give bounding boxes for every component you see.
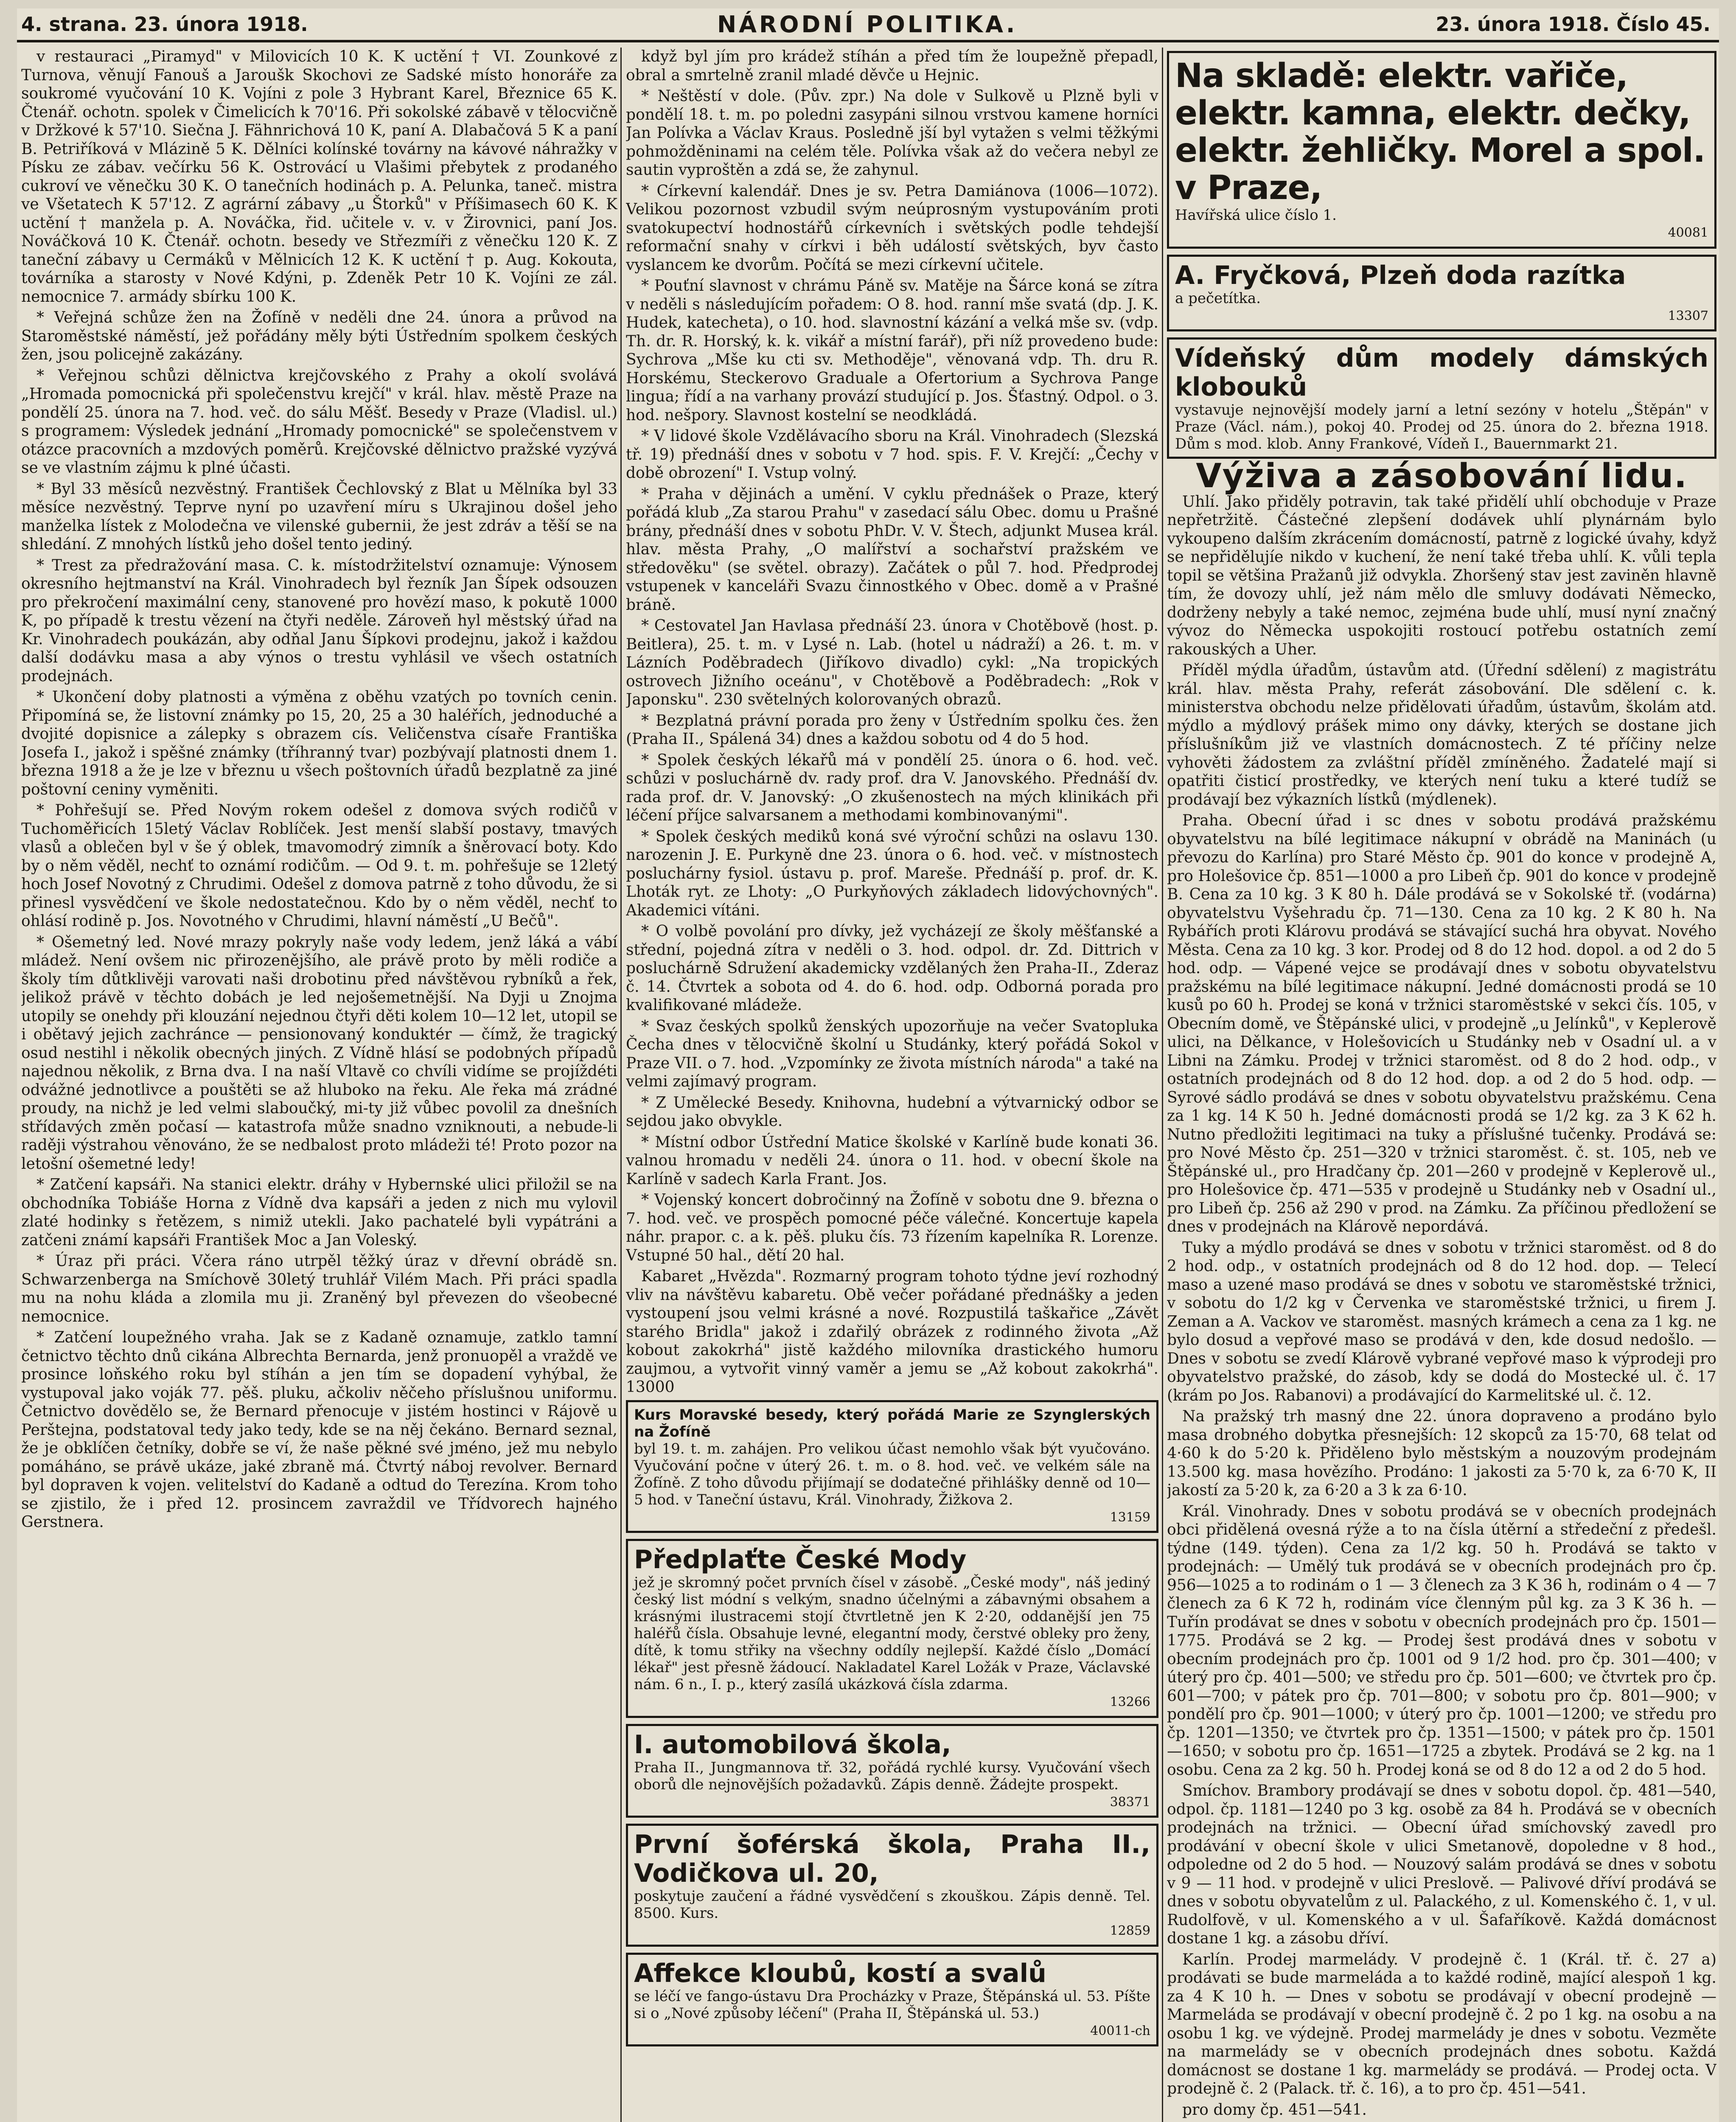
article-paragraph: Karlín. Prodej marmelády. V prodejně č. 1 (Král. tř. č. 27 a) prodávati se bude marmeláda a to každé rodině, mající alespoň 1 kg. za 4 K 10 h. — Dnes v sobotu se prodávají v obecní prodejně — Marmeláda se prodávají v obecní prodejně č. 2 po 1 kg. na osobu a na osobu 1 kg. ve výdejně. Prodej marmelády je dnes v sobotu. Vezměte na marmelády se v obecních prodejnách dnes sobotu. Každá domácnost se dostane 1 kg. marmelády se prodává. — Prodej octa. V prodejně č. 2 (Palack. tř. č. 16), a to pro čp. 451—541.: [1167, 1951, 1716, 2097]
ad-text: Praha II., Jungmannova tř. 32, pořádá rychlé kursy. Vyučování všech oborů dle nejnovějších požadavků. Zápis denně. Žádejte prospekt.: [634, 1759, 1150, 1793]
article-paragraph: * Svaz českých spolků ženských upozorňuje na večer Svatopluka Čecha dnes v tělocvičně školní u Studánky, který pořádá Sokol v Praze VII. o 7. hod. „Vzpomínky ze života místních národa" a také na velmi zajímavý program.: [626, 1017, 1158, 1090]
article-paragraph: * V lidové škole Vzdělávacího sboru na Král. Vinohradech (Slezská tř. 19) přednáší dnes v sobotu v 7 hod. spis. F. V. Krejčí: „Čechy v době obrození" I. Vstup volný.: [626, 427, 1158, 482]
article-paragraph: * Trest za předražování masa. C. k. místodržitelství oznamuje: Výnosem okresního hejtmanství na Král. Vinohradech byl řezník Jan Šípek odsouzen pro překročení maximální ceny, stanovené pro hovězí maso, k pokutě 1000 K, po případě k trestu vězení na čtyři neděle. Zároveň hyl městský úřad na Kr. Vinohradech poukázán, aby odňal Janu Šípkovi prodejnu, jakož i každou další dodávku masa a aby výnos o trestu vyhlásil ve všech ostatních prodejnách.: [21, 556, 617, 685]
column-rule: [1162, 48, 1163, 2122]
article-paragraph: * Církevní kalendář. Dnes je sv. Petra Damiánova (1006—1072). Velikou pozornost vzbudil svým neúprosným vystupováním proti svatokupectví hodnostářů církevních i světských podle tehdejší reformační snahy v církvi i běh událostí světských, byv často vyslancem ke dvorům. Počítá se mezi církevní učitele.: [626, 182, 1158, 274]
advertisement: [1167, 51, 1716, 249]
article-paragraph: * Ošemetný led. Nové mrazy pokryly naše vody ledem, jenž láká a vábí mládež. Není ovšem nic přirozenějšího, ale právě proto by měli rodiče a školy tím důtklivěji varovati naši drobotinu před návštěvou rybníků a řek, jelikož právě v těchto dobách je led nejošemetnější. Na Dyji u Znojma utopily se onehdy při klouzání nejednou čtyři děti kolem 10—12 let, utopil se i obětavý jejich zachránce — pensionovaný konduktér — čímž, že tragický osud nestihl i několik obecných jiných. Z Vídně hlásí se podobných případů najednou několik, z Brna dva. I na naší Vltavě co chvíli vidíme se projíždéti odvážné jednotlivce a pouštěti se až hluboko na řeku. Ale řeka má zrádné proudy, na nichž je led velmi slaboučký, mi-ty již vůbec povolil za dnešních střídavých změn počasí — katastrofa může snadno vzniknouti, a nebude-li raději výstrahou věnováno, že se nedbalost proto mládeži té! Proto pozor na letošní ošemetné ledy!: [21, 933, 617, 1173]
article-paragraph: * Cestovatel Jan Havlasa přednáší 23. února v Chotěbově (host. p. Beitlera), 25. t. m. v Lysé n. Lab. (hotel u nádraží) a 26. t. m. v Lázních Poděbradech (Jiříkovo divadlo) cykl: „Na tropických ostrovech Jižního oceánu", v Chotěbově a Poděbradech: „Rok v Japonsku". 230 světelných kolorovaných obrazů.: [626, 617, 1158, 708]
ad-number: 13307: [1668, 308, 1708, 323]
article-paragraph: * Vojenský koncert dobročinný na Žofíně v sobotu dne 9. března o 7. hod. več. ve prospěch pomocné péče válečné. Koncertuje kapela náhr. prapor. c. a k. pěš. pluku čís. 73 řízením kapelníka R. Lorenze. Vstupné 50 hal., dětí 20 hal.: [626, 1191, 1158, 1264]
ad-text: se léčí ve fango-ústavu Dra Procházky v Praze, Štěpánská ul. 53. Píšte si o „Nové způsoby léčení" (Praha II, Štěpánská ul. 53.): [634, 1987, 1150, 2022]
column-rule: [620, 48, 622, 2122]
newspaper-page: [17, 8, 1719, 2122]
article-paragraph: Smíchov. Brambory prodávají se dnes v sobotu dopol. čp. 481—540, odpol. čp. 1181—1240 po 3 kg. osobě za 84 h. Prodává se v obecních prodejnách na tržnici. — Obecní úřad smíchovský zavedl pro prodávání v obecní škole v ulici Smetanově, dopoledne v 8 hod., odpoledne od 2 do 5 hod. — Nouzový salám prodává se dnes v sobotu v 9 — 11 hod. v prodejně v ulici Preslově. — Palivové dříví prodává se dnes v sobotu obyvatelům z ul. Palackého, z ul. Komenského č. 1, v ul. Rudolfově, v ul. Komenského a v ul. Šafaříkově. Každá domácnost dostane 1 kg. a zásobu dříví.: [1167, 1782, 1716, 1947]
ad-text: jež je skromný počet prvních čísel v zásobě. „České mody", náš jediný český list módní s velkým, snadno účelnými a zábavnými obsahem a krásnými ilustracemi stojí čtvrtletně jen K 2·20, oddanější jen 75 haléřů čísla. Obsahuje levné, elegantní mody, čerstvé obleky pro ženy, dítě, k tomu střiky na všechny oddíly nejlepší. Každé číslo „Domácí lékař" jest přesně žádoucí. Nakladatel Karel Ložák v Praze, Václavské nám. 6 n., I. p., který zasílá ukázková čísla zdarma.: [634, 1574, 1150, 1693]
advertisement: [626, 1539, 1158, 1718]
article-paragraph: * Neštěstí v dole. (Pův. zpr.) Na dole v Sulkově u Plzně byli v pondělí 18. t. m. po poledni zasypáni silnou vrstvou kamene horníci Jan Polívka a Václav Kraus. Posledně jší byl vytažen s velmi těžkými pohmožděninami na celém těle. Polívka však až do večera nebyl ze sautin vyproštěn a zdá se, že zahynul.: [626, 87, 1158, 179]
ad-title: Affekce kloubů, kostí a svalů: [634, 1958, 1046, 1988]
article-paragraph: * Bezplatná právní porada pro ženy v Ústředním spolku čes. žen (Praha II., Spálená 34) dnes a každou sobotu od 4 do 5 hod.: [626, 712, 1158, 748]
header-date-left: 4. strana. 23. února 1918.: [21, 13, 308, 36]
article-paragraph: * Zatčení loupežného vraha. Jak se z Kadaně oznamuje, zatklo tamní četnictvo těchto dnů cikána Albrechta Bernarda, jenž pronuopěl a vraždě ve prosince loňského roku byl stíhán a jen tím se dopadení vyhýbal, že vystupoval jako voják 77. pěš. pluku, ačkoliv něčeho příslušnou uniformu. Četnictvo dovědělo se, že Bernard přenocuje v jistém hostinci v Rájově u Perštejna, podstatoval tedy jako tedy, kde se na něj čekáno. Bernard seznal, že je obklíčen četníky, dobře se ví, že naše pěkné své jméno, jež mu nebylo pomáháno, se právě ukáze, jaké zbraně má. Čtvrtý náboj revolver. Bernard byl dopraven k vojen. velitelství do Kadaně a odtud do Terezína. Krom toho se zjistilo, že i před 12. prosincem zavraždil ve Třídvorech hajného Gerstnera.: [21, 1329, 617, 1531]
ad-title: Na skladě: elektr. vařiče, elektr. kamna, elektr. dečky, elektr. žehličky. Morel a spol. v Praze,: [1175, 57, 1705, 207]
column-2: [626, 48, 1158, 2122]
article-paragraph: Příděl mýdla úřadům, ústavům atd. (Úřední sdělení) z magistrátu král. hlav. města Prahy, referát zásobování. Dle sdělení c. k. ministerstva obchodu nelze přidělovati úřadům, ústavům, školám atd. mýdlo a mýdlový prášek mimo ony dávky, kterých se dostane jich příslušníkům již ve vlastních domácnostech. Z té příčiny nelze vyhověti žádostem za zvláštní příděl zmíněného. Žadatelé mají si opatřiti čisticí prostředky, ve kterých není tuku a které tudíž se prodávají bez výkazních lístků (mýdlenek).: [1167, 662, 1716, 808]
ad-text: Havířská ulice číslo 1.: [1175, 207, 1337, 224]
ad-text: byl 19. t. m. zahájen. Pro velikou účast nemohlo však být vyučováno. Vyučování počne v úterý 26. t. m. o 8. hod. več. ve velkém sále na Žofíně. Z toho důvodu přijímají se dodatečné přihlášky denně od 10—5 hod. v Taneční ústavu, Král. Vinohrady, Žižkova 2.: [634, 1440, 1150, 1508]
ad-title: První šoférská škola, Praha II., Vodičkova ul. 20,: [634, 1830, 1150, 1888]
article-paragraph: * Pouťní slavnost v chrámu Páně sv. Matěje na Šárce koná se zítra v neděli s následujícím pořadem: O 8. hod. ranní mše svatá (dp. J. K. Hudek, katecheta), o 10. hod. slavnostní kázání a velká mše sv. (vdp. Th. dr. R. Horský, k. k. vikář a místní farář), při níž provedeno bude: Sychrova „Mše ku cti sv. Methoděje", věnovaná vdp. Th. dru R. Horskému, Steckerovo Graduale a Ofertorium a Sychrova Pange lingua; řídí a na varhany provází studující p. Jos. Šťastný. Odpol. o 3. hod. nešpory. Slavnost kostelní se neodkládá.: [626, 277, 1158, 424]
ad-title: Kurs Moravské besedy, který pořádá Marie ze Szynglerských na Žofíně: [634, 1406, 1150, 1440]
article-paragraph: * Spolek českých lékařů má v pondělí 25. února o 6. hod. več. schůzi v posluchárně dv. rady prof. dra V. Janovského. Přednáší dv. rada prof. dr. V. Janovský: „O zkušenostech na mých klinikách při léčení příjce salvarsanem a methodami kombinovanými".: [626, 751, 1158, 824]
article-paragraph: Tuky a mýdlo prodává se dnes v sobotu v tržnici staroměst. od 8 do 2 hod. odp., v ostatních prodejnách od 8 do 12 hod. dop. — Telecí maso a uzené maso prodává se dnes v sobotu ve staroměstské tržnici, v sobotu do 1/2 kg v Červenka ve staroměstské tržnici, u firem J. Zeman a A. Vackov ve staroměst. masných krámech a cena za 1 kg. ne bylo dosud a vepřové maso se prodává v den, kde dosud nedošlo. — Dnes v sobotu se zvedí Klárově vybrané vepřové maso k výprodeji pro obyvatelstvo pražské, do zásob, kdy se dodá do Mostecké ul. č. 17 (krám po Jos. Rabanovi) a prodávající do Karmelitské ul. č. 12.: [1167, 1239, 1716, 1404]
page-header: [17, 8, 1719, 42]
article-paragraph: * Pohřešují se. Před Novým rokem odešel z domova svých rodičů v Tuchoměřicích 15letý Václav Roblíček. Jest menší slabší postavy, tmavých vlasů a oblečen byl v še ý oblek, tmavomodrý zimník a šněrovací boty. Kdo by o něm věděl, nechť to oznámí rodičům. — Od 9. t. m. pohřešuje se 12letý hoch Josef Novotný z Chrudimi. Odešel z domova patrně z toho důvodu, že si přinesl vysvědčení ve škole nedostatečnou. Kdo by o něm věděl, nechť to ohlásí rodině p. Jos. Novotného v Chrudimi, hlavní náměstí „U Bečů".: [21, 802, 617, 930]
article-paragraph: pro domy čp. 451—541.: [1182, 2101, 1367, 2119]
ad-number: 13266: [1110, 1695, 1150, 1709]
article-paragraph: * Z Umělecké Besedy. Knihovna, hudební a výtvarnický odbor se sejdou jako obvykle.: [626, 1094, 1158, 1130]
article-paragraph: Král. Vinohrady. Dnes v sobotu prodává se v obecních prodejnách obci přidělená ovesná rýže a to na čísla útěrní a středeční z předešl. týdne (149. týden). Cena za 1/2 kg. 50 h. Prodává se takto v prodejnách: — Umělý tuk prodává se v obecních prodejnách pro čp. 956—1025 a to rodinám o 1 — 3 členech za 3 K 36 h, rodinám o 4 — 7 členech za 6 K 72 h, rodinám více členným půl kg. za 3 K 36 h. — Tuřín prodávat se dnes v sobotu v obecních prodejnách pro čp. 1501—1775. Prodává se 2 kg. — Prodej šest prodává dnes v sobotu v obecním prodejnách pro čp. 1001 od 9 1/2 hod. pro čp. 301—400; v úterý pro čp. 401—500; ve středu pro čp. 501—600; ve čtvrtek pro čp. 601—700; v pátek pro čp. 701—800; v sobotu pro čp. 801—900; v pondělí pro čp. 901—1000; v úterý pro čp. 1001—1200; ve středu pro čp. 1201—1350; ve čtvrtek pro čp. 1351—1500; v pátek pro čp. 1501—1650; v sobotu pro čp. 1651—1725 a zbytek. Prodává se 2 kg. na 1 osobu. Cena za 2 kg. 50 h. Prodej koná se od 8 do 12 a od 2 do 5 hod.: [1167, 1502, 1716, 1779]
advertisement: [626, 1724, 1158, 1818]
article-paragraph: * Byl 33 měsíců nezvěstný. František Čechlovský z Blat u Mělníka byl 33 měsíce nezvěstný. Teprve nyní po uzavření míru s Ukrajinou došel jeho manželka lístek z Molodečna ve vilenské gubernii, že jest zdráv a těší se na shledání. Z mnohých lístků jeho došel tento jediný.: [21, 480, 617, 553]
article-paragraph: Na pražský trh masný dne 22. února dopraveno a prodáno bylo masa drobného dobytka přesnejších: 12 skopců za 15·70, 68 telat od 4·60 k do 5·20 k. Přiděleno bylo městským a nouzovým prodejnám 13.500 kg. masa hovězího. Prodáno: 1 jakosti za 5·70 k, za 6·70 K, II jakostí za 5·20 k, za 6·20 a 3 k za 6·10.: [1167, 1408, 1716, 1499]
ad-text: a pečetítka.: [1175, 289, 1261, 307]
article-paragraph: Uhlí. Jako přiděly potravin, tak také přidělí uhlí obchoduje v Praze nepřetržitě. Částečné zlepšení dodávek uhlí plynárnám bylo vykoupeno dalším zkrácením domácností, patrně z logické úvahy, když se nepřidělujíe nikdo v kuchení, že není také třeba uhlí. K. vůli tepla topil se většina Pražanů již odvykla. Zhoršený stav jest zaviněn hlavně tím, že dovozy uhlí, jež nám mělo dle smluvy dodávati Německo, dodrženy nebyly a také nemoc, zejména bude uhlí, musí nyní značný vývoz do Německa uspokojiti rostoucí potřebu ostatních zemí rakouských a Uher.: [1167, 493, 1716, 658]
article-paragraph: * Úraz při práci. Včera ráno utrpěl těžký úraz v dřevní obrádě sn. Schwarzenberga na Smíchově 30letý truhlář Vilém Mach. Při práci spadla mu na nohu kláda a zlomila mu ji. Zraněný byl převezen do všeobecné nemocnice.: [21, 1252, 617, 1325]
article-paragraph: * Praha v dějinách a umění. V cyklu přednášek o Praze, který pořádá klub „Za starou Prahu" v zasedací sálu Obec. domu u Prašné brány, přednáší dnes v sobotu PhDr. V. V. Štech, adjunkt Musea král. hlav. města Prahy, „O malířství a sochařství pražském ve středověku" (se světel. obrazy). Začátek o půl 7. hod. Předprodej vstupenek v kanceláři Svazu činnostkého v Obec. domě a v Prašné bráně.: [626, 485, 1158, 614]
header-date-right: 23. února 1918. Číslo 45.: [1436, 13, 1711, 36]
article-paragraph: Praha. Obecní úřad i sc dnes v sobotu prodává pražskému obyvatelstvu na bílé legitimace nákupní v obrádě na Maninách (u převozu do Karlína) pro Staré Město čp. 901 do konce v prodejně A, pro Holešovice čp. 851—1000 a pro Libeň čp. 901 do konce v prodejně B. Cena za 10 kg. 3 K 80 h. Dále prodává se v Sokolské tř. (vodárna) obyvatelstvu Vyšehradu čp. 71—130. Cena za 10 kg. 2 K 80 h. Na Rybářích proti Klárovu prodává se stávající suchá hra obyvat. Nového Města. Cena za 10 kg. 3 kor. Prodej od 8 do 12 hod. dopol. a od 2 do 5 hod. odp. — Vápené vejce se prodávají dnes v sobotu obyvatelstvu pražskému na bílé legitimace nákupní. Jedné domácnosti prodá se 10 kusů po 60 h. Prodej se koná v tržnici staroměstské v sekci čís. 105, v Obecním domě, ve Štěpánské ulici, v prodejně „u Jelínků", v Keplerově ulici, na Dělkance, v Holešovicích u Studánky neb v Osadní ul. a v Libni na Zámku. Prodej v tržnici staroměst. od 8 do 2 hod. odp., v ostatních prodejnách od 8 do 12 hod. dop. a od 2 do 5 hod. odp. — Syrové sádlo prodává se dnes v sobotu obyvatelstvu pražskému. Cena za 1 kg. 14 K 50 h. Jedné domácnosti prodá se 1/2 kg. za 3 K 62 h. Nutno předložiti legitimaci na tuky a příslušné tučenky. Prodává se: pro Nové Město čp. 251—320 v tržnici staroměst. č. st. 105, neb ve Štěpánské ul., pro Hradčany čp. 201—260 v prodejně v Keplerově ul., pro Holešovice čp. 471—535 v prodejně u Studánky neb v Osadní ul., pro Libeň čp. 256 až 290 v prod. na Zámku. Za příčinou předložení se dnes v prodejnách na Klárově nepordává.: [1167, 812, 1716, 1235]
article-paragraph: v restauraci „Piramyd" v Milovicích 10 K. K uctění † VI. Zounkové z Turnova, věnují Fanouš a Jaroušk Skochovi ze Sadské místo honoráře za soukromé vyučování 10 K. Vojíni z pole 3 Hybrant Karel, Březnice 65 K. Čtenář. ochotn. spolek v Čimelicích k 70'16. Při sokolské zábavě v tělocvičně v Držkové k 57'10. Siečna J. Fähnrichová 10 K, paní A. Dlabačová 5 K a paní B. Petriříková v Mlázině 5 K. Dělníci kolínské továrny na kávové náhražky v Písku ze zábav. večírku 56 K. Ostrovácí u Vlašimi přebytek z prodaného cukroví ve věnečku 30 K. O tanečních hodinách p. A. Pelunka, taneč. mistra ve Všetatech K 57'12. Z agrární zábavy „u Štorků" v Příšimasech 60 K. K uctění † manžela p. A. Nováčka, řid. učitele v. v. v Žirovnici, paní Jos. Nováčková 10 K. Čtenář. ochotn. besedy ve Střezmíři z věnečku 120 K. Z taneční zábavy u Cermáků v Mělnicích 12 K. K uctění † p. Aug. Kokouta, továrníka a starosty v Nové Kdýni, p. Zdeněk Petr 10 K. Vojíni ze zál. nemocnice 7. armády sbírku 100 K.: [21, 48, 617, 306]
column-3: [1167, 48, 1716, 2122]
ad-title: Předplaťte České Mody: [634, 1545, 967, 1575]
ad-text: poskytuje zaučení a řádné vysvědčení s zkouškou. Zápis denně. Tel. 8500. Kurs.: [634, 1888, 1150, 1922]
ad-number: 12859: [1110, 1923, 1150, 1938]
advertisement: [626, 1953, 1158, 2047]
article-paragraph: * Místní odbor Ústřední Matice školské v Karlíně bude konati 36. valnou hromadu v neděli 24. února o 11. hod. v obecní škole na Karlíně v sadech Karla Frant. Jos.: [626, 1133, 1158, 1188]
section-title: Výživa a zásobování lidu.: [1196, 457, 1688, 495]
advertisement: [1167, 255, 1716, 332]
ad-title: I. automobilová škola,: [634, 1729, 951, 1760]
ad-title: Vídeňský dům modely dámských klobouků: [1175, 343, 1708, 402]
ad-number: 40081: [1668, 225, 1708, 240]
ad-text: vystavuje nejnovější modely jarní a letní sezóny v hotelu „Štěpán" v Praze (Václ. nám.), pokoj 40. Prodej od 25. února do 2. března 1918. Dům s mod. klob. Anny Frankové, Vídeň I., Bauernmarkt 21.: [1175, 401, 1708, 452]
article-paragraph: * O volbě povolání pro dívky, jež vycházejí ze školy měšťanské a střední, pojedná zítra v neděli o 3. hod. odpol. dr. Zd. Dittrich v posluchárně Sdružení akademicky vzdělaných žen Praha-II., Zderaz č. 14. Čtvrtek a sobota od 4. do 6. hod. odp. Odborná porada pro kvalifikované mládeže.: [626, 923, 1158, 1014]
article-paragraph: * Zatčení kapsáři. Na stanici elektr. dráhy v Hybernské ulici přiložil se na obchodníka Tobiáše Horna z Vídně dva kapsáři a jeden z nich mu vylovil zlaté hodinky s řetězem, s nimiž utekli. Jako pachatelé byli vypátráni a zatčeni známí kapsáři František Moc a Jan Voleský.: [21, 1176, 617, 1249]
ad-number: 38371: [1110, 1794, 1150, 1810]
advertisement: [1167, 337, 1716, 459]
article-paragraph: * Ukončení doby platnosti a výměna z oběhu vzatých po tovních cenin. Připomíná se, že listovní známky po 15, 20, 25 a 30 haléřích, jednoduché a dvojité dopisnice a zálepky s obrazem cís. Veličenstva císaře Františka Josefa I., jakož i spěšné známky (tříhranný tvar) pozbývají platnosti dnem 1. března 1918 a že je lze v březnu u všech poštovních úřadů bezplatně za jiné poštovní ceniny vyměniti.: [21, 688, 617, 798]
article-paragraph: * Veřejnou schůzi dělnictva krejčovského z Prahy a okolí svolává „Hromada pomocnická při společenstvu krejčí" v král. hlav. městě Praze na pondělí 25. února na 7. hod. več. do sálu Měšť. Besedy v Praze (Vladisl. ul.) s programem: Výsledek jednání „Hromady pomocnické" se společenstvem v otázce pracovních a mzdových poměrů. Krejčovské dělnictvo pražské vyzývá se ve vlastním zájmu k plné účasti.: [21, 367, 617, 477]
ad-number: 13159: [1110, 1510, 1150, 1525]
advertisement: [626, 1400, 1158, 1533]
article-paragraph: Kabaret „Hvězda". Rozmarný program tohoto týdne jeví rozhodný vliv na návštěvu kabaretu. Obě večer pořádané přednášky a jeden vystoupení jsou velmi krásné a nové. Rozpustilá taškařice „Závět starého Bridla" jakož i zdařilý obrázek z rodinného života „Až kobout zakokrhá" jistě každého milovníka drastického humoru zaujmou, a vytvořit vinný vaměr a jemu se „Až kobout zakokrhá". 13000: [626, 1268, 1158, 1396]
article-paragraph: * Spolek českých mediků koná své výroční schůzi na oslavu 130. narozenin J. E. Purkyně dne 23. února o 6. hod. več. v místnostech posluchárny fysiol. ústavu p. prof. Mareše. Přednáší p. prof. dr. K. Lhoták ryt. ze Lhoty: „O Purkyňových základech lidovýchovných". Akademici vítáni.: [626, 828, 1158, 919]
column-1: [21, 48, 617, 2122]
article-paragraph: * Veřejná schůze žen na Žofíně v neděli dne 24. února a průvod na Staroměstské náměstí, jež pořádány měly býti Ústředním spolkem českých žen, jsou policejně zakázány.: [21, 309, 617, 363]
advertisement: [626, 1824, 1158, 1947]
article-paragraph: když byl jím pro krádež stíhán a před tím že loupežně přepadl, obral a smrtelně zranil mladé děvče u Hejnic.: [626, 48, 1158, 84]
masthead-title: NÁRODNÍ POLITIKA.: [717, 11, 1018, 38]
ad-title: A. Fryčková, Plzeň doda razítka: [1175, 260, 1626, 290]
ad-number: 40011-ch: [1090, 2023, 1150, 2038]
